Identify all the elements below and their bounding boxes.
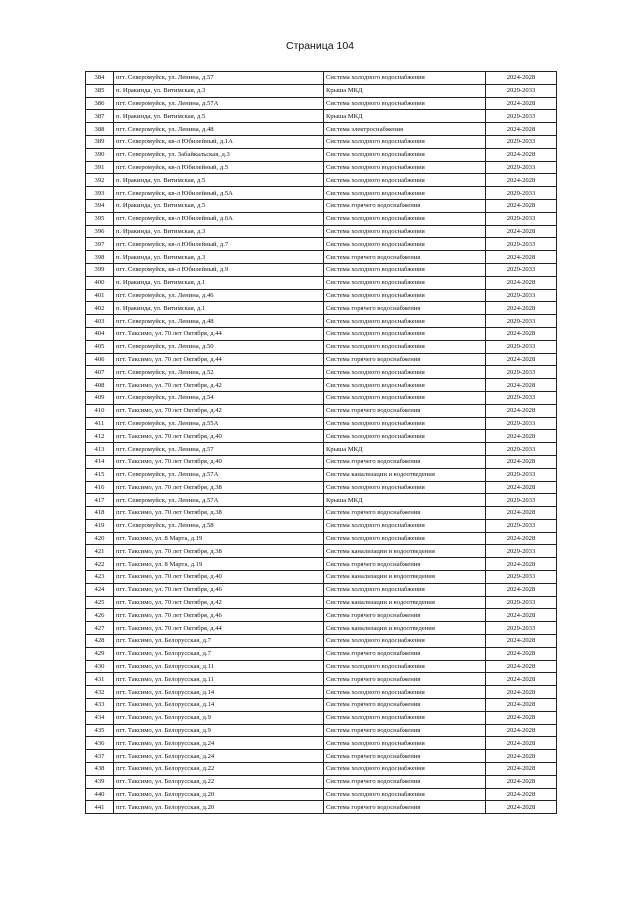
period-cell: 2029-2033 — [486, 622, 557, 635]
address-cell: пгт. Северомуйск, ул. Ленина, д.58 — [114, 519, 324, 532]
row-number: 418 — [86, 507, 114, 520]
address-cell: п. Иракинда, ул. Витимская, д.3 — [114, 225, 324, 238]
row-number: 419 — [86, 519, 114, 532]
address-cell: пгт. Северомуйск, ул. Ленина, д.57 — [114, 72, 324, 85]
address-cell: пгт. Северомуйск, ул. Ленина, д.50 — [114, 340, 324, 353]
address-cell: пгт. Северомуйск, ул. Ленина, д.52 — [114, 366, 324, 379]
table-row — [86, 545, 557, 558]
period-cell: 2024-2028 — [486, 737, 557, 750]
period-cell: 2029-2033 — [486, 340, 557, 353]
address-cell: пгт. Северомуйск, кв-л Юбилейный, д.1А — [114, 135, 324, 148]
address-cell: пгт. Северомуйск, ул. Ленина, д.57А — [114, 97, 324, 110]
address-cell: пгт. Таксимо, ул. 70 лет Октября, д.40 — [114, 571, 324, 584]
period-cell: 2029-2033 — [486, 212, 557, 225]
row-number: 434 — [86, 711, 114, 724]
table-row — [86, 110, 557, 123]
period-cell: 2024-2028 — [486, 353, 557, 366]
table-row — [86, 686, 557, 699]
address-cell: пгт. Таксимо, ул. Белорусская, д.20 — [114, 801, 324, 814]
address-cell: пгт. Таксимо, ул. 70 лет Октября, д.44 — [114, 327, 324, 340]
period-cell: 2024-2028 — [486, 507, 557, 520]
work-type-cell: Система холодного водоснабжения — [324, 660, 486, 673]
row-number: 413 — [86, 443, 114, 456]
work-type-cell: Система холодного водоснабжения — [324, 519, 486, 532]
table-row — [86, 660, 557, 673]
row-number: 428 — [86, 635, 114, 648]
table-row — [86, 161, 557, 174]
table-row — [86, 596, 557, 609]
table-row — [86, 84, 557, 97]
work-type-cell: Система канализации и водоотведения — [324, 571, 486, 584]
work-type-cell: Система холодного водоснабжения — [324, 532, 486, 545]
work-type-cell: Система холодного водоснабжения — [324, 737, 486, 750]
row-number: 426 — [86, 609, 114, 622]
table-row — [86, 750, 557, 763]
table-row — [86, 647, 557, 660]
row-number: 441 — [86, 801, 114, 814]
row-number: 401 — [86, 289, 114, 302]
table-row — [86, 276, 557, 289]
row-number: 429 — [86, 647, 114, 660]
period-cell: 2024-2028 — [486, 609, 557, 622]
row-number: 384 — [86, 72, 114, 85]
period-cell: 2029-2033 — [486, 596, 557, 609]
address-cell: пгт. Северомуйск, кв-л Юбилейный, д.5 — [114, 161, 324, 174]
table-row — [86, 238, 557, 251]
address-cell: пгт. Таксимо, ул. Белорусская, д.20 — [114, 788, 324, 801]
work-type-cell: Система холодного водоснабжения — [324, 72, 486, 85]
table-row — [86, 571, 557, 584]
table-row — [86, 302, 557, 315]
address-cell: пгт. Таксимо, ул. Белорусская, д.7 — [114, 647, 324, 660]
address-cell: п. Иракинда, ул. Витимская, д.5 — [114, 110, 324, 123]
row-number: 391 — [86, 161, 114, 174]
address-cell: пгт. Таксимо, ул. Белорусская, д.9 — [114, 724, 324, 737]
address-cell: пгт. Таксимо, ул. Белорусская, д.24 — [114, 750, 324, 763]
row-number: 403 — [86, 315, 114, 328]
table-row — [86, 148, 557, 161]
work-type-cell: Система горячего водоснабжения — [324, 609, 486, 622]
row-number: 407 — [86, 366, 114, 379]
table-row — [86, 519, 557, 532]
period-cell: 2029-2033 — [486, 263, 557, 276]
address-cell: п. Иракинда, ул. Витимская, д.5 — [114, 199, 324, 212]
work-type-cell: Система холодного водоснабжения — [324, 174, 486, 187]
period-cell: 2029-2033 — [486, 417, 557, 430]
period-cell: 2024-2028 — [486, 788, 557, 801]
period-cell: 2024-2028 — [486, 404, 557, 417]
address-cell: пгт. Северомуйск, ул. Ленина, д.46 — [114, 289, 324, 302]
address-cell: пгт. Таксимо, ул. Белорусская, д.11 — [114, 660, 324, 673]
address-cell: пгт. Таксимо, ул. Белорусская, д.14 — [114, 699, 324, 712]
period-cell: 2029-2033 — [486, 110, 557, 123]
address-cell: пгт. Северомуйск, ул. Ленина, д.57А — [114, 468, 324, 481]
work-type-cell: Система горячего водоснабжения — [324, 558, 486, 571]
period-cell: 2024-2028 — [486, 750, 557, 763]
address-cell: пгт. Таксимо, ул. 70 лет Октября, д.40 — [114, 455, 324, 468]
row-number: 427 — [86, 622, 114, 635]
address-cell: пгт. Таксимо, ул. Белорусская, д.7 — [114, 635, 324, 648]
work-type-cell: Система канализации и водоотведения — [324, 596, 486, 609]
row-number: 439 — [86, 775, 114, 788]
period-cell: 2024-2028 — [486, 532, 557, 545]
work-type-cell: Система горячего водоснабжения — [324, 251, 486, 264]
table-row — [86, 251, 557, 264]
work-type-cell: Система холодного водоснабжения — [324, 161, 486, 174]
row-number: 422 — [86, 558, 114, 571]
period-cell: 2024-2028 — [486, 72, 557, 85]
address-cell: пгт. Таксимо, ул. Белорусская, д.22 — [114, 775, 324, 788]
work-type-cell: Система холодного водоснабжения — [324, 763, 486, 776]
work-type-cell: Система холодного водоснабжения — [324, 212, 486, 225]
period-cell: 2024-2028 — [486, 660, 557, 673]
period-cell: 2024-2028 — [486, 481, 557, 494]
row-number: 406 — [86, 353, 114, 366]
work-type-cell: Система горячего водоснабжения — [324, 455, 486, 468]
row-number: 396 — [86, 225, 114, 238]
address-cell: п. Иракинда, ул. Витимская, д.3 — [114, 251, 324, 264]
address-cell: пгт. Северомуйск, ул. Забайкальская, д.3 — [114, 148, 324, 161]
row-number: 386 — [86, 97, 114, 110]
table-row — [86, 763, 557, 776]
work-type-cell: Система холодного водоснабжения — [324, 788, 486, 801]
work-type-cell: Система горячего водоснабжения — [324, 673, 486, 686]
table-row — [86, 340, 557, 353]
address-cell: пгт. Северомуйск, ул. Ленина, д.48 — [114, 123, 324, 136]
row-number: 397 — [86, 238, 114, 251]
address-cell: пгт. Таксимо, ул. Белорусская, д.22 — [114, 763, 324, 776]
address-cell: пгт. Таксимо, ул. Белорусская, д.14 — [114, 686, 324, 699]
period-cell: 2024-2028 — [486, 647, 557, 660]
period-cell: 2029-2033 — [486, 238, 557, 251]
work-type-cell: Система холодного водоснабжения — [324, 148, 486, 161]
table-row — [86, 699, 557, 712]
row-number: 395 — [86, 212, 114, 225]
table-row — [86, 212, 557, 225]
address-cell: пгт. Северомуйск, ул. Ленина, д.55А — [114, 417, 324, 430]
row-number: 416 — [86, 481, 114, 494]
period-cell: 2029-2033 — [486, 366, 557, 379]
work-type-cell: Система горячего водоснабжения — [324, 404, 486, 417]
row-number: 388 — [86, 123, 114, 136]
work-type-cell: Система холодного водоснабжения — [324, 340, 486, 353]
work-type-cell: Система холодного водоснабжения — [324, 238, 486, 251]
row-number: 390 — [86, 148, 114, 161]
work-type-cell: Система холодного водоснабжения — [324, 276, 486, 289]
work-type-cell: Система холодного водоснабжения — [324, 635, 486, 648]
table-row — [86, 379, 557, 392]
row-number: 431 — [86, 673, 114, 686]
work-type-cell: Система холодного водоснабжения — [324, 391, 486, 404]
table-row — [86, 622, 557, 635]
work-type-cell: Крыша МКД — [324, 84, 486, 97]
table-row — [86, 123, 557, 136]
table-row — [86, 609, 557, 622]
table-row — [86, 724, 557, 737]
period-cell: 2024-2028 — [486, 635, 557, 648]
work-type-cell: Система горячего водоснабжения — [324, 801, 486, 814]
table-row — [86, 443, 557, 456]
period-cell: 2024-2028 — [486, 251, 557, 264]
row-number: 440 — [86, 788, 114, 801]
work-type-cell: Система холодного водоснабжения — [324, 379, 486, 392]
period-cell: 2024-2028 — [486, 174, 557, 187]
row-number: 412 — [86, 430, 114, 443]
table-row — [86, 315, 557, 328]
row-number: 411 — [86, 417, 114, 430]
address-cell: пгт. Таксимо, ул. 70 лет Октября, д.38 — [114, 507, 324, 520]
work-type-cell: Система холодного водоснабжения — [324, 187, 486, 200]
row-number: 409 — [86, 391, 114, 404]
table-row — [86, 455, 557, 468]
row-number: 435 — [86, 724, 114, 737]
repair-schedule-table — [85, 71, 557, 814]
table-row — [86, 673, 557, 686]
period-cell: 2029-2033 — [486, 315, 557, 328]
period-cell: 2029-2033 — [486, 161, 557, 174]
work-type-cell: Система горячего водоснабжения — [324, 647, 486, 660]
work-type-cell: Система холодного водоснабжения — [324, 135, 486, 148]
address-cell: п. Иракинда, ул. Витимская, д.1 — [114, 302, 324, 315]
row-number: 433 — [86, 699, 114, 712]
row-number: 438 — [86, 763, 114, 776]
table-row — [86, 801, 557, 814]
address-cell: пгт. Таксимо, ул. 70 лет Октября, д.44 — [114, 622, 324, 635]
address-cell: пгт. Таксимо, ул. Белорусская, д.24 — [114, 737, 324, 750]
row-number: 402 — [86, 302, 114, 315]
table-row — [86, 417, 557, 430]
table-row — [86, 737, 557, 750]
table-row — [86, 711, 557, 724]
table-row — [86, 135, 557, 148]
work-type-cell: Система электроснабжения — [324, 123, 486, 136]
row-number: 399 — [86, 263, 114, 276]
period-cell: 2024-2028 — [486, 699, 557, 712]
address-cell: пгт. Северомуйск, ул. Ленина, д.48 — [114, 315, 324, 328]
table-row — [86, 174, 557, 187]
work-type-cell: Система горячего водоснабжения — [324, 724, 486, 737]
address-cell: п. Иракинда, ул. Витимская, д.1 — [114, 276, 324, 289]
table-row — [86, 404, 557, 417]
period-cell: 2029-2033 — [486, 494, 557, 507]
work-type-cell: Система горячего водоснабжения — [324, 199, 486, 212]
address-cell: пгт. Таксимо, ул. 70 лет Октября, д.38 — [114, 545, 324, 558]
row-number: 414 — [86, 455, 114, 468]
period-cell: 2029-2033 — [486, 519, 557, 532]
row-number: 404 — [86, 327, 114, 340]
work-type-cell: Система холодного водоснабжения — [324, 430, 486, 443]
table-row — [86, 289, 557, 302]
table-row — [86, 558, 557, 571]
row-number: 408 — [86, 379, 114, 392]
address-cell: пгт. Таксимо, ул. 70 лет Октября, д.44 — [114, 353, 324, 366]
address-cell: пгт. Таксимо, ул. 70 лет Октября, д.42 — [114, 596, 324, 609]
row-number: 432 — [86, 686, 114, 699]
period-cell: 2029-2033 — [486, 391, 557, 404]
row-number: 389 — [86, 135, 114, 148]
row-number: 387 — [86, 110, 114, 123]
work-type-cell: Система холодного водоснабжения — [324, 315, 486, 328]
address-cell: пгт. Таксимо, ул. 70 лет Октября, д.46 — [114, 583, 324, 596]
row-number: 393 — [86, 187, 114, 200]
period-cell: 2029-2033 — [486, 468, 557, 481]
table-row — [86, 366, 557, 379]
address-cell: пгт. Таксимо, ул. Белорусская, д.9 — [114, 711, 324, 724]
work-type-cell: Система канализации и водоотведения — [324, 468, 486, 481]
address-cell: пгт. Северомуйск, ул. Ленина, д.57 — [114, 443, 324, 456]
row-number: 392 — [86, 174, 114, 187]
period-cell: 2029-2033 — [486, 135, 557, 148]
address-cell: пгт. Таксимо, ул. 8 Марта, д.19 — [114, 532, 324, 545]
period-cell: 2024-2028 — [486, 430, 557, 443]
table-row — [86, 788, 557, 801]
table-row — [86, 97, 557, 110]
row-number: 398 — [86, 251, 114, 264]
period-cell: 2024-2028 — [486, 148, 557, 161]
table-row — [86, 391, 557, 404]
work-type-cell: Крыша МКД — [324, 110, 486, 123]
table-row — [86, 225, 557, 238]
address-cell: п. Иракинда, ул. Витимская, д.5 — [114, 174, 324, 187]
address-cell: пгт. Северомуйск, ул. Ленина, д.57А — [114, 494, 324, 507]
period-cell: 2029-2033 — [486, 84, 557, 97]
work-type-cell: Крыша МКД — [324, 494, 486, 507]
work-type-cell: Система горячего водоснабжения — [324, 750, 486, 763]
row-number: 405 — [86, 340, 114, 353]
row-number: 425 — [86, 596, 114, 609]
work-type-cell: Система холодного водоснабжения — [324, 289, 486, 302]
period-cell: 2024-2028 — [486, 327, 557, 340]
period-cell: 2029-2033 — [486, 545, 557, 558]
row-number: 423 — [86, 571, 114, 584]
table-row — [86, 353, 557, 366]
work-type-cell: Система холодного водоснабжения — [324, 97, 486, 110]
period-cell: 2024-2028 — [486, 379, 557, 392]
period-cell: 2024-2028 — [486, 711, 557, 724]
row-number: 421 — [86, 545, 114, 558]
period-cell: 2024-2028 — [486, 775, 557, 788]
work-type-cell: Система горячего водоснабжения — [324, 302, 486, 315]
table-row — [86, 468, 557, 481]
work-type-cell: Система холодного водоснабжения — [324, 711, 486, 724]
work-type-cell: Система горячего водоснабжения — [324, 775, 486, 788]
address-cell: пгт. Северомуйск, кв-л Юбилейный, д.9 — [114, 263, 324, 276]
period-cell: 2024-2028 — [486, 276, 557, 289]
work-type-cell: Система холодного водоснабжения — [324, 366, 486, 379]
address-cell: пгт. Таксимо, ул. 70 лет Октября, д.42 — [114, 404, 324, 417]
period-cell: 2029-2033 — [486, 289, 557, 302]
table-row — [86, 481, 557, 494]
work-type-cell: Система холодного водоснабжения — [324, 263, 486, 276]
period-cell: 2024-2028 — [486, 97, 557, 110]
row-number: 394 — [86, 199, 114, 212]
work-type-cell: Система канализации и водоотведения — [324, 622, 486, 635]
table-row — [86, 494, 557, 507]
period-cell: 2024-2028 — [486, 558, 557, 571]
table-row — [86, 199, 557, 212]
work-type-cell: Система холодного водоснабжения — [324, 327, 486, 340]
row-number: 430 — [86, 660, 114, 673]
period-cell: 2024-2028 — [486, 455, 557, 468]
row-number: 420 — [86, 532, 114, 545]
row-number: 417 — [86, 494, 114, 507]
address-cell: пгт. Таксимо, ул. 8 Марта, д.19 — [114, 558, 324, 571]
period-cell: 2024-2028 — [486, 801, 557, 814]
table-row — [86, 72, 557, 85]
period-cell: 2024-2028 — [486, 583, 557, 596]
work-type-cell: Система холодного водоснабжения — [324, 583, 486, 596]
table-row — [86, 507, 557, 520]
row-number: 415 — [86, 468, 114, 481]
period-cell: 2029-2033 — [486, 443, 557, 456]
table-row — [86, 775, 557, 788]
work-type-cell: Система канализации и водоотведения — [324, 545, 486, 558]
row-number: 424 — [86, 583, 114, 596]
period-cell: 2024-2028 — [486, 686, 557, 699]
period-cell: 2024-2028 — [486, 225, 557, 238]
work-type-cell: Система холодного водоснабжения — [324, 417, 486, 430]
period-cell: 2029-2033 — [486, 571, 557, 584]
address-cell: пгт. Северомуйск, ул. Ленина, д.54 — [114, 391, 324, 404]
row-number: 437 — [86, 750, 114, 763]
period-cell: 2024-2028 — [486, 123, 557, 136]
work-type-cell: Система холодного водоснабжения — [324, 481, 486, 494]
work-type-cell: Крыша МКД — [324, 443, 486, 456]
row-number: 410 — [86, 404, 114, 417]
work-type-cell: Система горячего водоснабжения — [324, 507, 486, 520]
address-cell: пгт. Таксимо, ул. 70 лет Октября, д.46 — [114, 609, 324, 622]
address-cell: пгт. Таксимо, ул. 70 лет Октября, д.38 — [114, 481, 324, 494]
period-cell: 2024-2028 — [486, 302, 557, 315]
table-row — [86, 583, 557, 596]
address-cell: пгт. Таксимо, ул. 70 лет Октября, д.42 — [114, 379, 324, 392]
table-row — [86, 532, 557, 545]
table-row — [86, 263, 557, 276]
row-number: 436 — [86, 737, 114, 750]
work-type-cell: Система горячего водоснабжения — [324, 353, 486, 366]
period-cell: 2029-2033 — [486, 187, 557, 200]
period-cell: 2024-2028 — [486, 199, 557, 212]
period-cell: 2024-2028 — [486, 763, 557, 776]
address-cell: пгт. Северомуйск, кв-л Юбилейный, д.5А — [114, 187, 324, 200]
address-cell: пгт. Северомуйск, кв-л Юбилейный, д.6А — [114, 212, 324, 225]
table-row — [86, 430, 557, 443]
work-type-cell: Система горячего водоснабжения — [324, 699, 486, 712]
table-row — [86, 635, 557, 648]
row-number: 385 — [86, 84, 114, 97]
table-row — [86, 187, 557, 200]
address-cell: пгт. Северомуйск, кв-л Юбилейный, д.7 — [114, 238, 324, 251]
work-type-cell: Система холодного водоснабжения — [324, 686, 486, 699]
table-body — [86, 72, 557, 814]
row-number: 400 — [86, 276, 114, 289]
table-row — [86, 327, 557, 340]
address-cell: пгт. Таксимо, ул. 70 лет Октября, д.40 — [114, 430, 324, 443]
page-title: Страница 104 — [285, 40, 355, 52]
period-cell: 2024-2028 — [486, 724, 557, 737]
work-type-cell: Система холодного водоснабжения — [324, 225, 486, 238]
address-cell: п. Иракинда, ул. Витимская, д.3 — [114, 84, 324, 97]
address-cell: пгт. Таксимо, ул. Белорусская, д.11 — [114, 673, 324, 686]
period-cell: 2024-2028 — [486, 673, 557, 686]
